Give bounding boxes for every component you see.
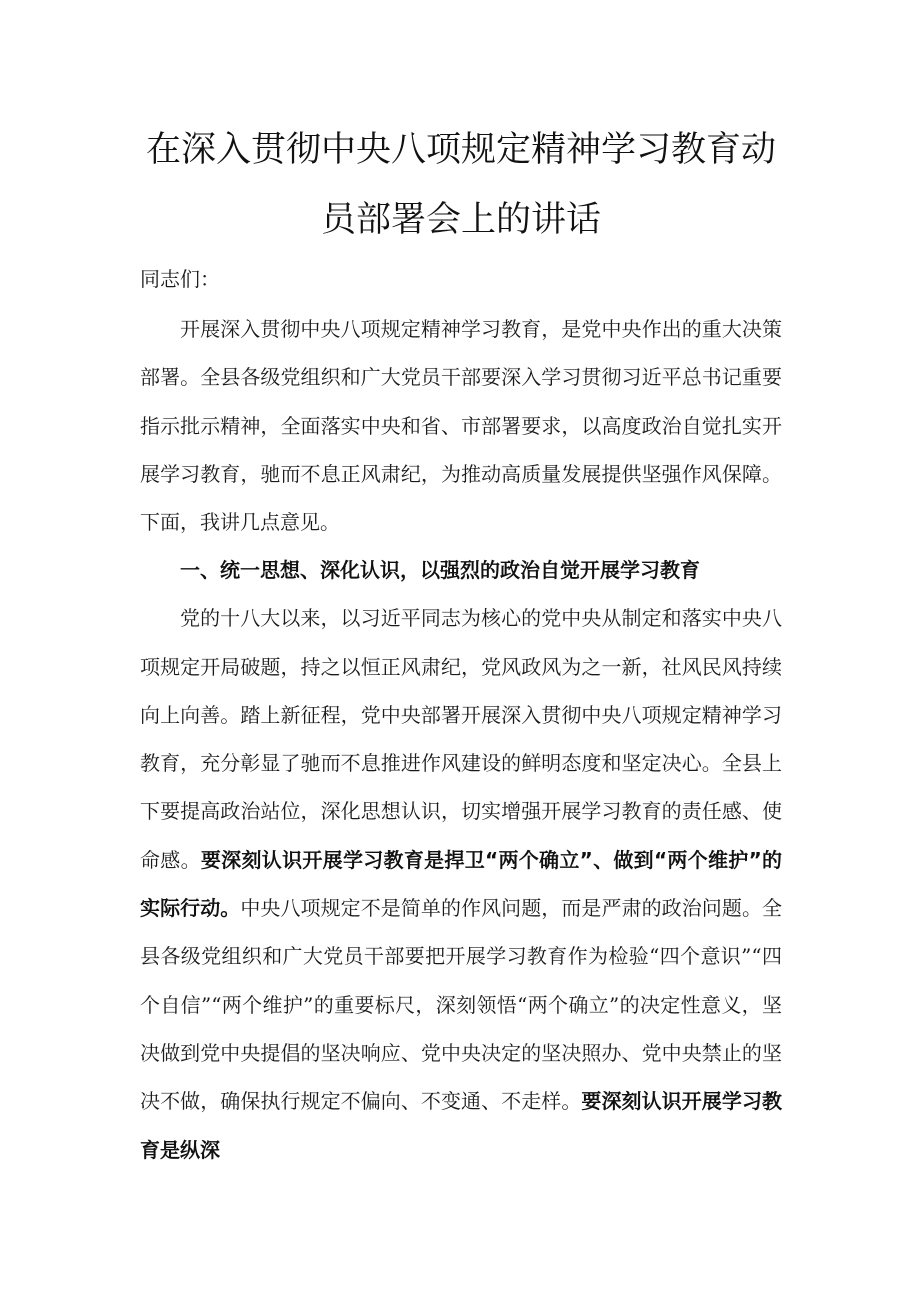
section1-bold2: 要深刻认识开展学习教育是纵深 <box>140 1089 783 1162</box>
section1-paragraph <box>140 594 782 1174</box>
document-body <box>140 305 782 546</box>
intro-paragraph: 开展深入贯彻中央八项规定精神学习教育，是党中央作出的重大决策部署。全县各级党组织和广大党员干部要深入学习贯彻习近平总书记重要指示批示精神，全面落实中央和省、市部署要求，以高度政治自觉扎实开展学习教育，驰而不息正风肃纪，为推动高质量发展提供坚强作风保障。下面，我讲几点意见。 <box>140 317 782 535</box>
document-title-line2: 员部署会上的讲话 <box>320 200 601 240</box>
section1-text2: 中央八项规定不是简单的作风问题，而是严肃的政治问题。全县各级党组织和广大党员干部要把开展学习教育作为检验“四个意识”“四个自信”“两个维护”的重要标尺，深刻领悟“两个确立”的决定性意义，坚决做到党中央提倡的坚决响应、党中央决定的坚决照办、党中央禁止的坚决不做，确保执行规定不偏向、不变通、不走样。 <box>140 896 783 1114</box>
section1-heading: 一、统一思想、深化认识，以强烈的政治自觉开展学习教育 <box>180 558 700 582</box>
section1-bold1: 要深刻认识开展学习教育是捍卫“两个确立”、做到“两个维护”的实际行动。 <box>140 847 783 921</box>
section1-text1: 党的十八大以来，以习近平同志为核心的党中央从制定和落实中央八项规定开局破题，持之以恒正风肃纪，党风政风为之一新，社风民风持续向上向善。踏上新征程，党中央部署开展深入贯彻中央八项规定精神学习教育，充分彰显了驰而不息推进作风建设的鲜明态度和坚定决心。全县上下要提高政治站位，深化思想认识，切实增强开展学习教育的责任感、使命感。 <box>140 606 782 872</box>
section1-block <box>140 546 782 1174</box>
document-title-line1: 在深入贯彻中央八项规定精神学习教育动 <box>145 130 776 170</box>
salutation: 同志们： <box>140 267 220 291</box>
